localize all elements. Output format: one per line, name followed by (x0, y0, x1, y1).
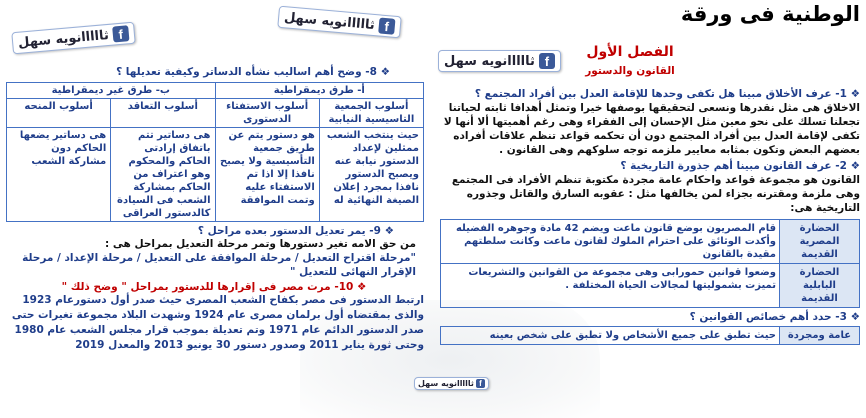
badge-label: ثااااانويه سهل (17, 27, 110, 51)
table-cell: هى دساتير يضعها الحاكم دون مشاركة الشعب (7, 128, 111, 222)
table-subheader-row (7, 99, 424, 128)
logo-badge-small (414, 377, 489, 390)
table-row (441, 264, 860, 308)
answer-2: القانون هو مجموعة قواعد واحكام عامة مجردة مكتوبة تنظم الأفراد فى المجتمع وهى ملزمة ومقترنه بجزاء لمن يخالفها مثل : عقوبه السارق والقاتل وجذوره التاريخية هى: (451, 174, 860, 214)
table-row (441, 327, 860, 345)
table-cell-text: قام المصريون بوضع قانون ماعت ويضم 42 مادة وجوهره الفضيله وأكدت الوثائق على احترام الملوك لقانون ماعت وكانت سلطتهم مقيدة بالقانون (441, 220, 780, 264)
badge-label: ثااااانويه سهل (283, 9, 376, 33)
group-header-non-democratic: ب- طرق غير ديمقراطية (7, 83, 216, 99)
column-header: أسلوب التعاقد (111, 99, 215, 128)
column-header: أسلوب الجمعية التاسيسية النيابية (319, 99, 423, 128)
facebook-icon: f (539, 53, 555, 69)
table-header-row (7, 83, 424, 99)
facebook-icon: f (476, 379, 485, 388)
column-header: أسلوب المنحه (7, 99, 111, 128)
question-10: ❖ 10- مرت مصر فى إقرارها للدستور بمراحل " وضح ذلك " (61, 281, 367, 293)
answer-9-stages: "مرحلة اقتراح التعديل / مرحلة الموافقة على التعديل / مرحلة الإعداد / مرحلة الإقرار النهائى للتعديل " (22, 252, 416, 278)
answer-10: ارتبط الدستور فى مصر بكفاح الشعب المصرى حيث صدر أول دستورعام 1923 والذى بمقتضاه أول برلمان مصرى عام 1924 وشهدت البلاد مجموعة تغيرات حتى صدر الدستور الدائم عام 1971 وتم تعديلة بموجب قرار مجلس الشعب عام 1980 وحتى ثورة يناير 2011 وصدور دستور 30 يونيو 2013 والمعدل 2019 (11, 294, 424, 351)
chapter-title: الفصل الأول (586, 44, 674, 60)
logo-badge-left (11, 22, 135, 55)
facebook-icon: f (112, 25, 129, 42)
question-9: ❖ 9- يمر تعديل الدستور بعده مراحل ؟ (197, 225, 394, 237)
table-cell-text: وضعوا قوانين حمورابى وهى مجموعة من القوانين والتشريعات تميزت بشموليتها لمجالات الحياة المختلفة . (441, 264, 780, 308)
table-cell-label: الحضارة البابلية القديمة (780, 264, 860, 308)
question-1: ❖ 1- عرف الأخلاق مبينا هل تكفى وحدها للإقامة العدل بين أفراد المجتمع ؟ (474, 88, 860, 100)
table-cell: هو دستور يتم عن طريق جمعية التأسيسية ولا يصبح نافذا إلا اذا تم الاستفتاء عليه وتمت الموافقة (215, 128, 319, 222)
facebook-icon: f (378, 17, 395, 34)
table-cell: حيث ينتخب الشعب ممثلين لإعداد الدستور نيابة عنه ويصبح الدستور نافذا بمجرد إعلان الصيغة النهائية له (319, 128, 423, 222)
properties-table (440, 326, 860, 345)
column-header: أسلوب الاستفتاء الدستورى (215, 99, 319, 128)
table-row (441, 220, 860, 264)
left-column (4, 66, 424, 353)
page-title: الوطنية فى ورقة (680, 2, 860, 26)
constitution-methods-table (6, 82, 424, 222)
badge-label: ثااااانويه سهل (444, 53, 535, 69)
table-cell-text: حيث تطبق على جميع الأشخاص ولا تطبق على شخص بعينه (441, 327, 780, 345)
table-cell: هى دساتير تتم باتفاق إرادتى الحاكم والمحكوم وهو اعتراف من الحاكم بمشاركة الشعب فى السيادة كالدستور العراقى (111, 128, 215, 222)
question-3: ❖ 3- حدد أهم خصائص القوانين ؟ (689, 311, 860, 323)
question-2: ❖ 2- عرف القانون مبينا أهم جذورة التاريخية ؟ (620, 160, 860, 172)
badge-label: ثااااانويه سهل (418, 379, 474, 388)
group-header-democratic: أ- طرق ديمقراطية (215, 83, 424, 99)
civilizations-table (440, 219, 860, 308)
table-cell-label: الحضارة المصرية القديمة (780, 220, 860, 264)
question-8: ❖ 8- وضح أهم اساليب نشأه الدساتر وكيفية تعديلها ؟ (116, 66, 390, 78)
answer-1: الاخلاق هى مثل نقدرها ونسعى لتحقيقها بوصفها خيرا وتمثل أهدافا ثابته لحياتنا تجعلنا تسلك على نحو معين مثل الإحسان إلى الفقراء وهى رغم أهميتها ألا أنها لا تكفى لإقامة العدل بين أفراد المجتمع دون أن تحكمه قواعد تنظم علاقات أفراده بعضهم البعض وتكون بمثابه معايير ملزمه توجه سلوكهم وهى القانون . (443, 102, 860, 156)
answer-9: من حق الامه تغير دستورها وتمر مرحلة التعديل بمراحل هى : (105, 238, 416, 250)
logo-badge-middle (277, 6, 401, 39)
table-cell-label: عامة ومجردة (780, 327, 860, 345)
section-title: القانون والدستور (585, 65, 675, 77)
table-row (7, 128, 424, 222)
right-column (440, 44, 860, 345)
